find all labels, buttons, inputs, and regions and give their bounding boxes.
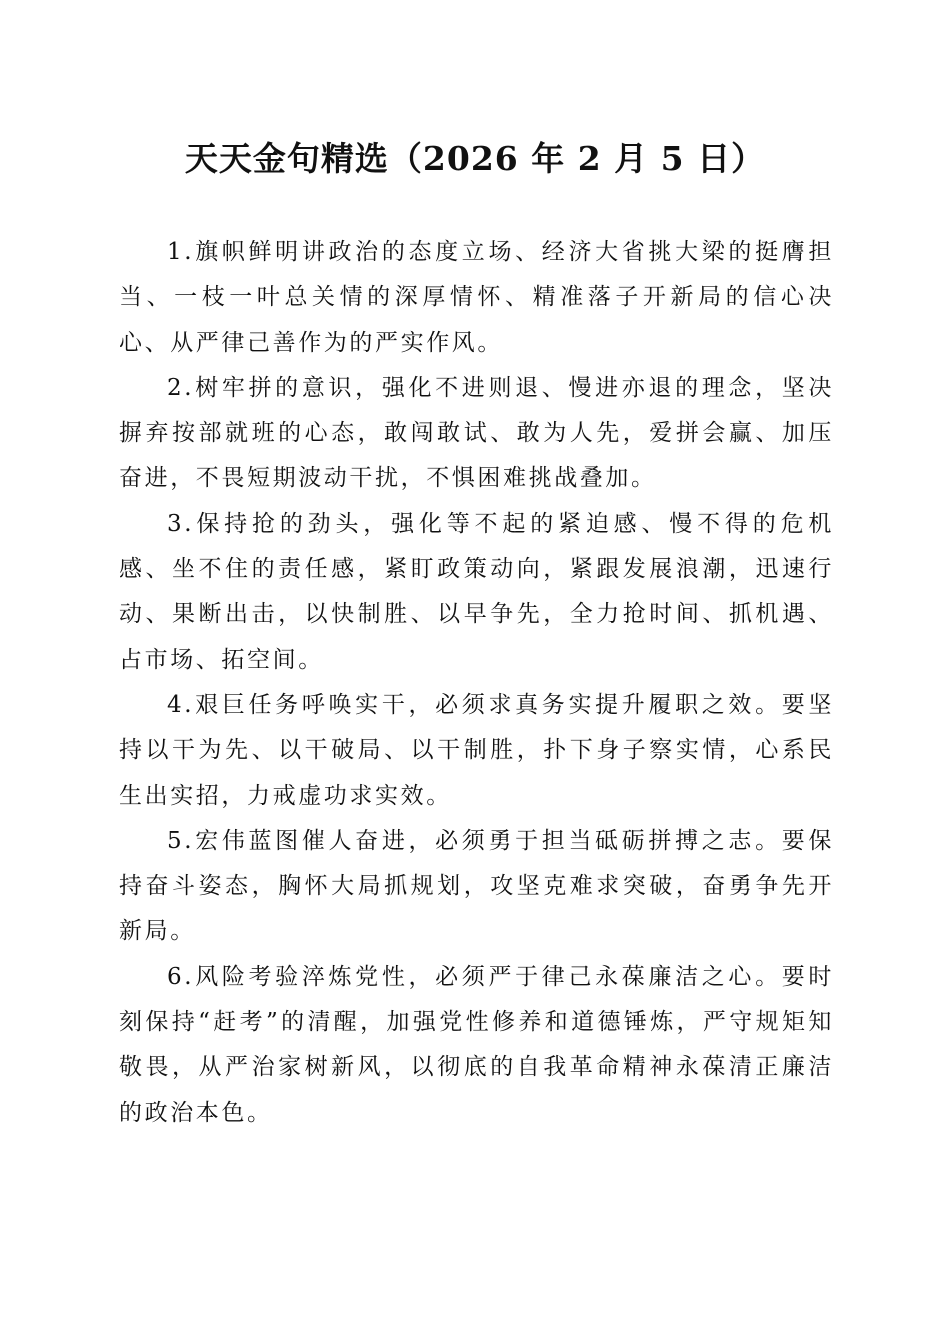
document-body [119,230,834,1136]
paragraph-1: 1.旗帜鲜明讲政治的态度立场、经济大省挑大梁的挺膺担当、一枝一叶总关情的深厚情怀、精准落子开新局的信心决心、从严律己善作为的严实作风。 [119,239,834,356]
paragraph-2: 2.树牢拼的意识，强化不进则退、慢进亦退的理念，坚决摒弃按部就班的心态，敢闯敢试、敢为人先，爱拼会赢、加压奋进，不畏短期波动干扰，不惧困难挑战叠加。 [119,374,834,492]
paragraph-5: 5.宏伟蓝图催人奋进，必须勇于担当砥砺拼搏之志。要保持奋斗姿态，胸怀大局抓规划，攻坚克难求突破，奋勇争先开新局。 [119,827,834,945]
paragraph-6: 6.风险考验淬炼党性，必须严于律己永葆廉洁之心。要时刻保持“赶考”的清醒，加强党性修养和道德锤炼，严守规矩知敬畏，从严治家树新风，以彻底的自我革命精神永葆清正廉洁的政治本色。 [119,963,834,1126]
paragraph-3: 3.保持抢的劲头，强化等不起的紧迫感、慢不得的危机感、坐不住的责任感，紧盯政策动向，紧跟发展浪潮，迅速行动、果断出击，以快制胜、以早争先，全力抢时间、抓机遇、占市场、拓空间。 [119,510,834,673]
page-title: 天天金句精选（2026 年 2 月 5 日） [184,139,766,178]
paragraph-4: 4.艰巨任务呼唤实干，必须求真务实提升履职之效。要坚持以干为先、以干破局、以干制胜，扑下身子察实情，心系民生出实招，力戒虚功求实效。 [119,691,834,809]
